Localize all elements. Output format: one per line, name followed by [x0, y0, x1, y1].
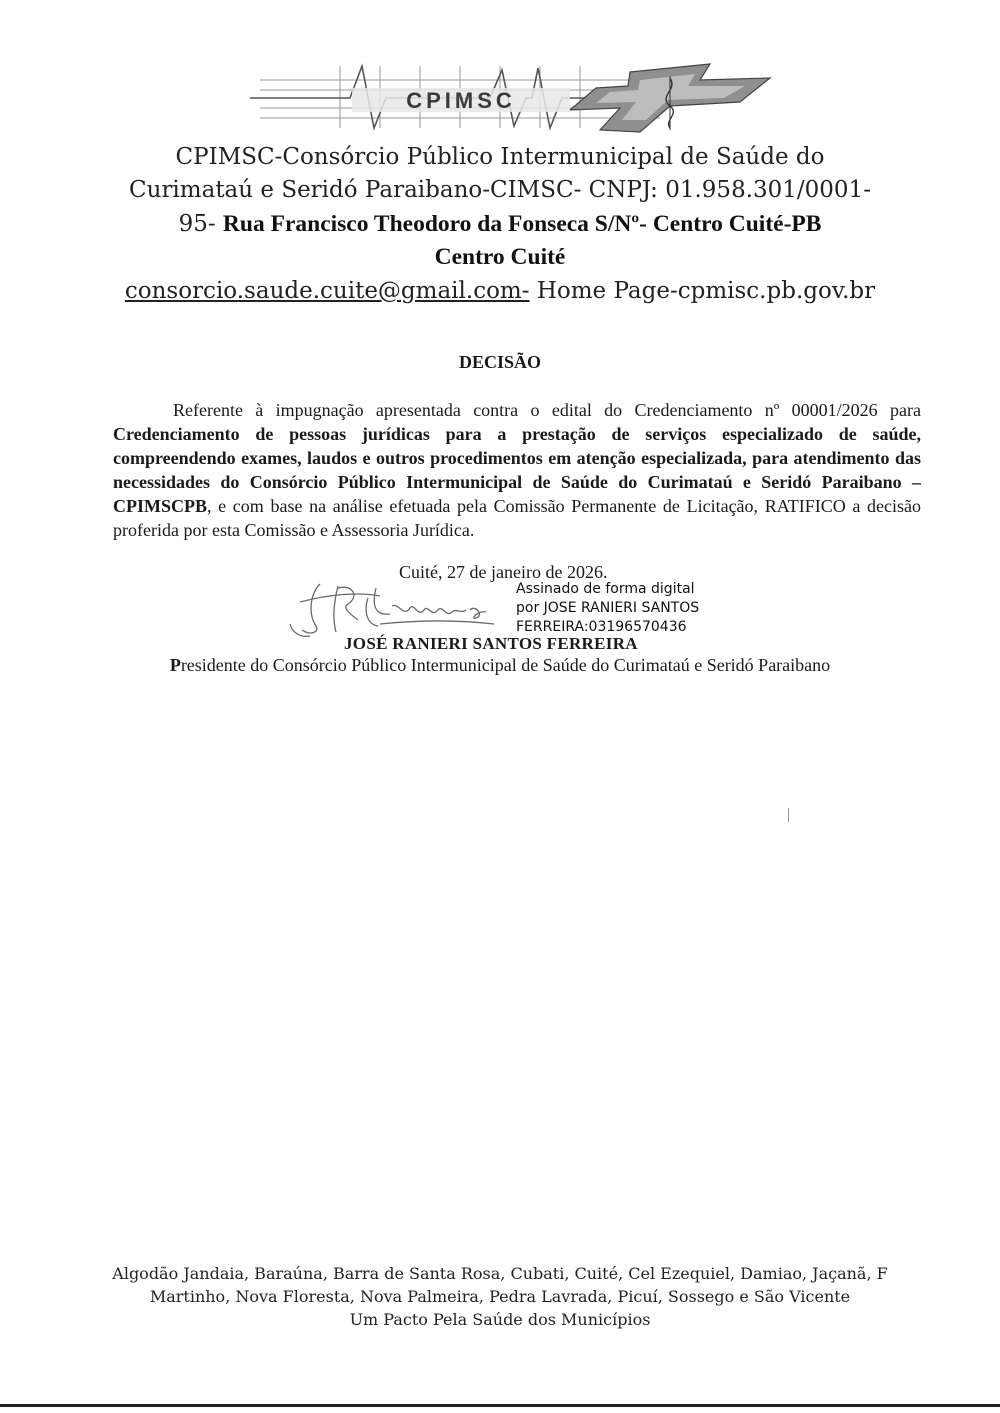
- header-district: Centro Cuité: [434, 244, 566, 270]
- header-line-1: CPIMSC-Consórcio Público Intermunicipal de Saúde do: [175, 144, 825, 170]
- digital-signature-line-3: FERREIRA:03196570436: [516, 619, 687, 635]
- document-title: DECISÃO: [458, 352, 542, 372]
- signer-role-initial: P: [169, 655, 181, 675]
- place-date: Cuité, 27 de janeiro de 2026.: [399, 562, 608, 582]
- page-bottom-rule: [0, 1404, 1000, 1407]
- header-cnpj-suffix: 95-: [178, 211, 216, 237]
- cpimsc-logo: [240, 58, 800, 140]
- signer-role: [0, 655, 1000, 676]
- decision-body: [113, 398, 921, 542]
- footer-line-2: Martinho, Nova Floresta, Nova Palmeira, Pedra Lavrada, Picuí, Sossego e São Vicente: [149, 1287, 851, 1306]
- scan-mark: [788, 808, 789, 822]
- header-contact: [40, 278, 960, 304]
- digital-signature-line-2: por JOSE RANIERI SANTOS: [516, 600, 700, 616]
- body-intro: Referente à impugnação apresentada contra o edital do Credenciamento nº 00001/2026 para: [173, 400, 921, 420]
- header-line-2: Curimataú e Seridó Paraibano-CIMSC- CNPJ: 01.958.301/0001-: [129, 177, 871, 203]
- digital-signature-stamp: [516, 580, 699, 637]
- email-link[interactable]: consorcio.saude.cuite@gmail.com-: [124, 278, 530, 304]
- signer-name: JOSÉ RANIERI SANTOS FERREIRA: [344, 634, 638, 653]
- body-rest: , e com base na análise efetuada pela Comissão Permanente de Licitação, RATIFICO a decisão proferida por esta Comissão e Assessoria Jurídica.: [113, 496, 921, 540]
- homepage-text: Home Page-cpmisc.pb.gov.br: [536, 278, 876, 304]
- footer-slogan: Um Pacto Pela Saúde dos Municípios: [349, 1310, 651, 1329]
- header-line-3: [40, 211, 960, 238]
- body-object: Credenciamento de pessoas jurídicas para a prestação de serviços especializado de saúde, compreendendo exames, laudos e outros procedimentos em atenção especializada, para atendimento das necessidades do Consórcio Público Intermunicipal de Saúde do Curimataú e Seridó Paraibano – CPIMSCPB: [113, 424, 921, 516]
- digital-signature-line-1: Assinado de forma digital: [516, 581, 695, 597]
- logo-text: CPIMSC: [406, 88, 516, 113]
- signer-role-text: residente do Consórcio Público Intermunicipal de Saúde do Curimataú e Seridó Paraibano: [180, 655, 831, 675]
- header-address: Rua Francisco Theodoro da Fonseca S/Nº- Centro Cuité-PB: [222, 211, 822, 237]
- footer-line-1: Algodão Jandaia, Baraúna, Barra de Santa Rosa, Cubati, Cuité, Cel Ezequiel, Damiao, Jaçanã, F: [112, 1264, 888, 1283]
- header-line-4: [40, 244, 960, 271]
